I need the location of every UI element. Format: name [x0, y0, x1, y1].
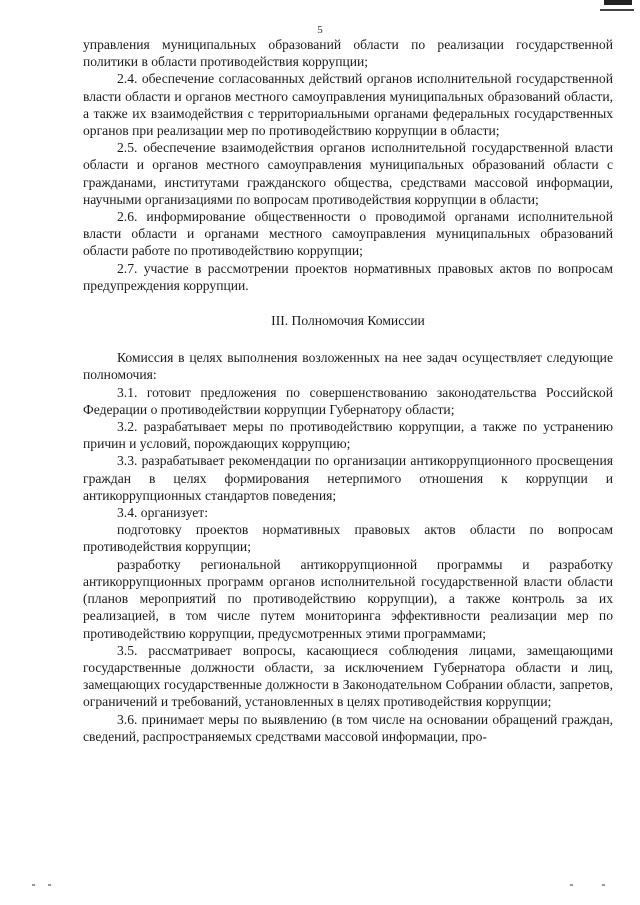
scan-specks: [30, 884, 610, 888]
paragraph-3-4-item-2: разработку региональной антикоррупционной программы и разработку антикоррупционных программ органов исполнительной государственной власти области (планов мероприятий по противодействию коррупции), а также контроль за их реализацией, в том числе путем мониторинга эффективности реализации мер по противодействию коррупции, предусмотренных этими программами;: [83, 556, 613, 641]
section-heading: III. Полномочия Комиссии: [271, 313, 425, 329]
speck: [32, 884, 35, 886]
paragraph-3-2: 3.2. разрабатывает меры по противодействию коррупции, а также по устранению причин и условий, порождающих коррупцию;: [83, 419, 613, 452]
speck: [48, 884, 51, 886]
document-body: [83, 36, 613, 745]
paragraph-2-6: 2.6. информирование общественности о проводимой органами исполнительной власти области и органами местного самоуправления муниципальных образований области работе по противодействию коррупции;: [83, 209, 613, 259]
paragraph-intro: Комиссия в целях выполнения возложенных на нее задач осуществляет следующие полномочия:: [83, 350, 613, 383]
paragraph-3-3: 3.3. разрабатывает рекомендации по организации антикоррупционного просвещения граждан в целях формирования нетерпимого отношения к коррупции и антикоррупционных стандартов поведения;: [83, 453, 613, 503]
paragraph-3-4: 3.4. организует:: [117, 505, 208, 521]
paragraph-2-7: 2.7. участие в рассмотрении проектов нормативных правовых актов по вопросам предупреждения коррупции.: [83, 260, 613, 293]
paragraph-3-1: 3.1. готовит предложения по совершенствованию законодательства Российской Федерации о противодействии коррупции Губернатору области;: [83, 384, 613, 417]
scan-mark-line: [600, 9, 634, 11]
page-number: 5: [317, 24, 323, 36]
paragraph-continuation: управления муниципальных образований области по реализации государственной политики в области противодействия коррупции;: [83, 37, 613, 70]
paragraph-2-5: 2.5. обеспечение взаимодействия органов исполнительной государственной власти области и органов местного самоуправления муниципальных образований области с гражданами, институтами гражданского общества, средствами массовой информации, научными организациями по вопросам противодействия коррупции в области;: [83, 140, 613, 207]
paragraph-3-4-item-1: подготовку проектов нормативных правовых актов области по вопросам противодействия коррупции;: [83, 522, 613, 555]
speck: [570, 884, 573, 886]
paragraph-3-5: 3.5. рассматривает вопросы, касающиеся соблюдения лицами, замещающими государственные должности области, за исключением Губернатора области и лиц, замещающих государственные должности в Законодательном Собрании области, запретов, ограничений и требований, установленных в целях противодействия коррупции;: [83, 642, 613, 710]
paragraph-2-4: 2.4. обеспечение согласованных действий органов исполнительной государственной власти области и органов местного самоуправления муниципальных образований области, а также их взаимодействия с территориальными органами федеральных государственных органов при реализации мер по противодействию коррупции в области;: [83, 71, 613, 139]
paragraph-3-6: 3.6. принимает меры по выявлению (в том числе на основании обращений граждан, сведений, распространяемых средствами массовой информации, про-: [83, 711, 613, 744]
speck: [602, 884, 605, 886]
scan-mark: [604, 0, 632, 5]
